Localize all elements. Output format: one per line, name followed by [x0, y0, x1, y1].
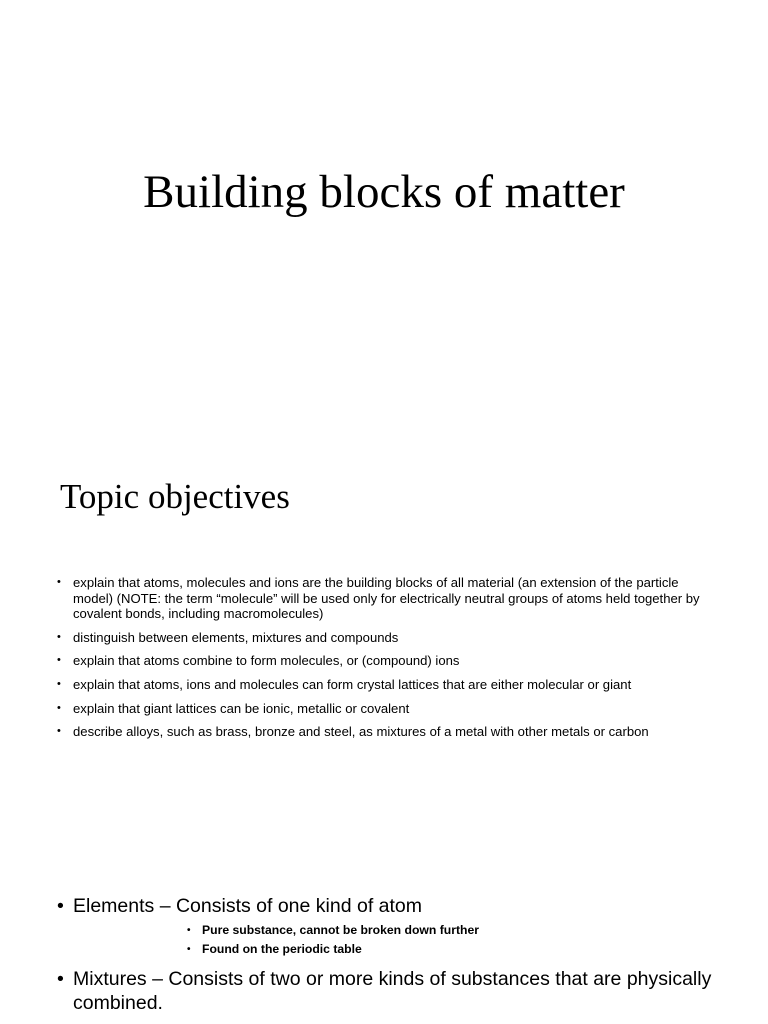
objective-text: describe alloys, such as brass, bronze and steel, as mixtures of a metal with other metals or carbon	[73, 724, 649, 740]
definition-item-elements	[57, 894, 747, 959]
objective-text: explain that atoms, molecules and ions are the building blocks of all material (an extension of the particle model) (NOTE: the term “molecule” will be used only for electrically neutral groups of atoms held together by covalent bonds, including macromolecules)	[73, 575, 700, 622]
definitions-slide	[0, 860, 768, 1024]
objectives-slide	[0, 430, 768, 860]
definition-text: Elements – Consists of one kind of atom	[73, 895, 423, 917]
objective-item	[57, 630, 717, 646]
definition-text: Mixtures – Consists of two or more kinds of substances that are physically combined.	[73, 968, 712, 1014]
subpoint-text: Found on the periodic table	[202, 942, 362, 956]
bullet-icon: •	[187, 944, 191, 955]
definition-subpoints	[73, 921, 747, 959]
objectives-list	[57, 575, 717, 748]
definition-item-mixtures	[57, 967, 747, 1015]
bullet-icon: •	[57, 895, 64, 917]
objective-text: explain that giant lattices can be ionic, metallic or covalent	[73, 700, 410, 716]
objective-text: explain that atoms combine to form molecules, or (compound) ions	[73, 653, 460, 669]
title-slide	[0, 0, 768, 430]
bullet-icon: •	[57, 968, 64, 990]
objective-item	[57, 724, 717, 740]
objective-item	[57, 653, 717, 669]
bullet-icon: •	[57, 630, 61, 643]
objective-text: distinguish between elements, mixtures and compounds	[73, 629, 399, 645]
objective-text: explain that atoms, ions and molecules can form crystal lattices that are either molecular or giant	[73, 676, 632, 692]
slide-title: Building blocks of matter	[143, 166, 625, 218]
bullet-icon: •	[57, 654, 61, 667]
definitions-list	[57, 894, 747, 1019]
bullet-icon: •	[57, 677, 61, 690]
subpoint-item	[187, 940, 747, 959]
subpoint-item	[187, 921, 747, 940]
subpoint-text: Pure substance, cannot be broken down further	[202, 923, 479, 937]
bullet-icon: •	[187, 925, 191, 936]
bullet-icon: •	[57, 576, 61, 588]
bullet-icon: •	[57, 725, 61, 738]
objective-item	[57, 575, 717, 622]
bullet-icon: •	[57, 701, 61, 714]
objectives-heading: Topic objectives	[60, 477, 290, 516]
objective-item	[57, 701, 717, 717]
objective-item	[57, 677, 717, 693]
